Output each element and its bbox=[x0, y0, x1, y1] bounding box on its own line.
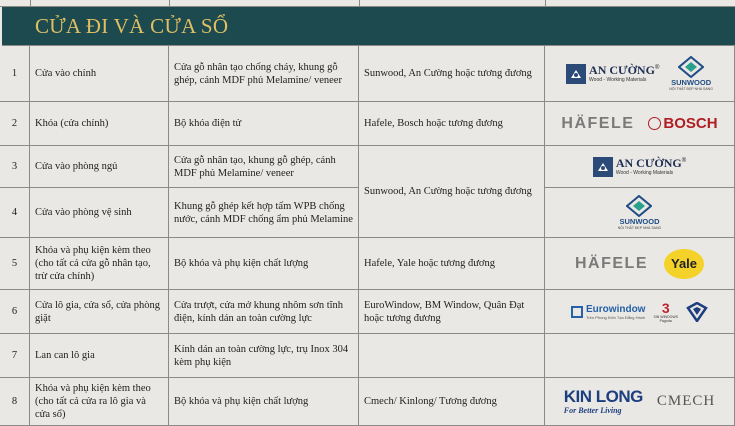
row-spec: Khung gỗ ghép kết hợp tấm WPB chống nước, cánh MDF chống ẩm phủ Melamine bbox=[169, 188, 359, 238]
sunwood-logo bbox=[669, 56, 713, 91]
row-brand: EuroWindow, BM Window, Quân Đạt hoặc tương đương bbox=[359, 290, 545, 334]
kinlong-logo bbox=[564, 388, 643, 415]
sunwood-name: SUNWOOD bbox=[619, 217, 660, 226]
eurowindow-frame-icon bbox=[571, 306, 583, 318]
row-spec: Cửa trượt, cửa mở khung nhôm sơn tĩnh điện, kính dán an toàn cường lực bbox=[169, 290, 359, 334]
an-cuong-name: AN CƯỜNG bbox=[589, 63, 655, 77]
row-spec: Kính dán an toàn cường lực, trụ Inox 304 kèm phụ kiện bbox=[169, 334, 359, 378]
row-number: 4 bbox=[0, 188, 30, 238]
hafele-logo: HÄFELE bbox=[575, 255, 648, 272]
an-cuong-registered-mark: ® bbox=[654, 65, 660, 71]
row-number: 1 bbox=[0, 46, 30, 102]
row-logos bbox=[545, 188, 735, 238]
sin-windows-tagline: Pagoda bbox=[659, 318, 672, 323]
row-item: Cửa vào phòng vệ sinh bbox=[30, 188, 169, 238]
row-number: 2 bbox=[0, 102, 30, 146]
sin-windows-emblem: 3 bbox=[661, 299, 670, 316]
sunwood-tagline: NỘI THẤT ĐẸP NHÀ SANG bbox=[669, 87, 713, 91]
row-logos bbox=[545, 46, 735, 102]
an-cuong-name: AN CƯỜNG bbox=[615, 156, 682, 170]
section-title: CỬA ĐI VÀ CỬA SỔ bbox=[35, 13, 229, 38]
sunwood-logo bbox=[618, 195, 662, 230]
row-number: 7 bbox=[0, 334, 30, 378]
an-cuong-tagline: Wood - Working Materials bbox=[589, 77, 647, 83]
sin-windows-name: SIN WINDOWS bbox=[653, 314, 678, 319]
yale-logo: Yale bbox=[664, 249, 704, 279]
row-logos bbox=[545, 290, 735, 334]
row-item: Cửa lô gia, cửa sổ, cửa phòng giặt bbox=[30, 290, 169, 334]
an-cuong-logo bbox=[593, 157, 686, 177]
row-logos bbox=[545, 238, 735, 290]
row-item: Cửa vào phòng ngủ bbox=[30, 146, 169, 188]
row-logos bbox=[545, 102, 735, 146]
sunwood-name: SUNWOOD bbox=[671, 78, 712, 87]
row-spec: Cửa gỗ nhân tạo, khung gỗ ghép, cánh MDF phủ Melamine/ veneer bbox=[169, 146, 359, 188]
row-logos bbox=[545, 334, 735, 378]
quan-dat-logo-icon bbox=[686, 302, 708, 322]
row-brand: Hafele, Bosch hoặc tương đương bbox=[359, 102, 545, 146]
row-item: Khóa (cửa chính) bbox=[30, 102, 169, 146]
sunwood-emblem-icon bbox=[678, 56, 704, 78]
bosch-ring-icon bbox=[648, 117, 661, 130]
row-number: 8 bbox=[0, 378, 30, 426]
row-item: Khóa và phụ kiện kèm theo (cho tất cả cửa ra lô gia và cửa sổ) bbox=[30, 378, 169, 426]
row-number: 3 bbox=[0, 146, 30, 188]
kinlong-tagline: For Better Living bbox=[563, 406, 622, 415]
row-brand bbox=[359, 334, 545, 378]
kinlong-name: KIN LONG bbox=[563, 387, 643, 406]
eurowindow-name: Eurowindow bbox=[586, 303, 646, 315]
an-cuong-logo bbox=[566, 64, 659, 84]
an-cuong-tagline: Wood - Working Materials bbox=[615, 170, 674, 176]
row-spec: Cửa gỗ nhân tạo chống cháy, khung gỗ ghép, cánh MDF phủ Melamine/ veneer bbox=[169, 46, 359, 102]
row-spec: Bộ khóa và phụ kiện chất lượng bbox=[169, 238, 359, 290]
eurowindow-logo bbox=[571, 304, 645, 320]
row-item: Lan can lô gia bbox=[30, 334, 169, 378]
cmech-logo: CMECH bbox=[656, 393, 716, 409]
sunwood-emblem-icon bbox=[626, 195, 652, 217]
an-cuong-emblem-icon bbox=[593, 157, 613, 177]
sunwood-tagline: NỘI THẤT ĐẸP NHÀ SANG bbox=[617, 226, 662, 230]
row-brand: Sunwood, An Cường hoặc tương đương bbox=[359, 146, 545, 238]
bosch-logo bbox=[648, 117, 717, 130]
hafele-logo: HÄFELE bbox=[561, 115, 635, 132]
row-spec: Bộ khóa điện tử bbox=[169, 102, 359, 146]
row-brand: Cmech/ Kinlong/ Tương đương bbox=[359, 378, 545, 426]
row-number: 6 bbox=[0, 290, 30, 334]
row-spec: Bộ khóa và phụ kiện chất lượng bbox=[169, 378, 359, 426]
row-item: Cửa vào chính bbox=[30, 46, 169, 102]
row-brand: Hafele, Yale hoặc tương đương bbox=[359, 238, 545, 290]
row-item: Khóa và phụ kiện kèm theo (cho tất cả cửa gỗ nhân tạo, trừ cửa chính) bbox=[30, 238, 169, 290]
row-number: 5 bbox=[0, 238, 30, 290]
row-logos bbox=[545, 146, 735, 188]
eurowindow-tagline: Trên Phong Kiến Tạo Đẳng Hành bbox=[586, 314, 646, 320]
an-cuong-emblem-icon bbox=[566, 64, 586, 84]
sin-windows-logo bbox=[653, 301, 678, 323]
row-brand: Sunwood, An Cường hoặc tương đương bbox=[359, 46, 545, 102]
an-cuong-registered-mark: ® bbox=[681, 158, 687, 164]
row-logos bbox=[545, 378, 735, 426]
bosch-name: BOSCH bbox=[663, 115, 718, 132]
